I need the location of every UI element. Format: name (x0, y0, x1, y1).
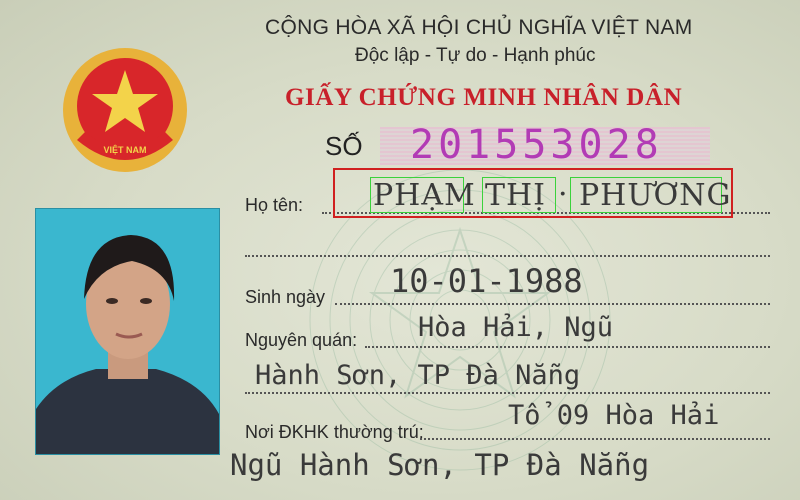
residence-line1: Tổ 09 Hòa Hải (508, 400, 720, 431)
surname: PHẠM (373, 178, 476, 213)
portrait-icon (36, 209, 219, 454)
dob-dotted-line (335, 303, 770, 305)
origin-label: Nguyên quán: (245, 330, 358, 350)
holder-photo (35, 208, 220, 455)
name-part-box (370, 177, 476, 213)
origin-line2: Hành Sơn, TP Đà Nẵng (255, 360, 581, 391)
document-title: GIẤY CHỨNG MINH NHÂN DÂN (285, 84, 683, 111)
origin-line1: Hòa Hải, Ngũ (418, 312, 614, 343)
origin-dotted-line (365, 346, 770, 348)
residence-label: Nơi ĐKHK thường trú: (245, 422, 424, 442)
dob-label: Sinh ngày (245, 287, 326, 307)
id-label: SỐ (325, 131, 363, 161)
origin-dotted-line-2 (245, 392, 770, 394)
name-label: Họ tên: (245, 195, 304, 215)
name-dotted-line-2 (245, 255, 770, 257)
id-number: 201553028 (410, 122, 663, 168)
middle-name: THỊ (485, 178, 547, 213)
dob-value: 10-01-1988 (390, 262, 583, 300)
residence-line2: Ngũ Hành Sơn, TP Đà Nẵng (230, 448, 650, 482)
residence-dotted-line (420, 438, 770, 440)
emblem-text: VIỆT NAM (103, 145, 147, 155)
name-separator: · (558, 177, 569, 212)
name-part-box (570, 177, 732, 213)
given-name: PHƯƠNG (579, 178, 732, 213)
national-emblem (55, 40, 195, 180)
name-part-box (482, 177, 556, 213)
motto: Độc lập - Tự do - Hạnh phúc (355, 45, 596, 66)
country-name: CỘNG HÒA XÃ HỘI CHỦ NGHĨA VIỆT NAM (265, 16, 693, 39)
